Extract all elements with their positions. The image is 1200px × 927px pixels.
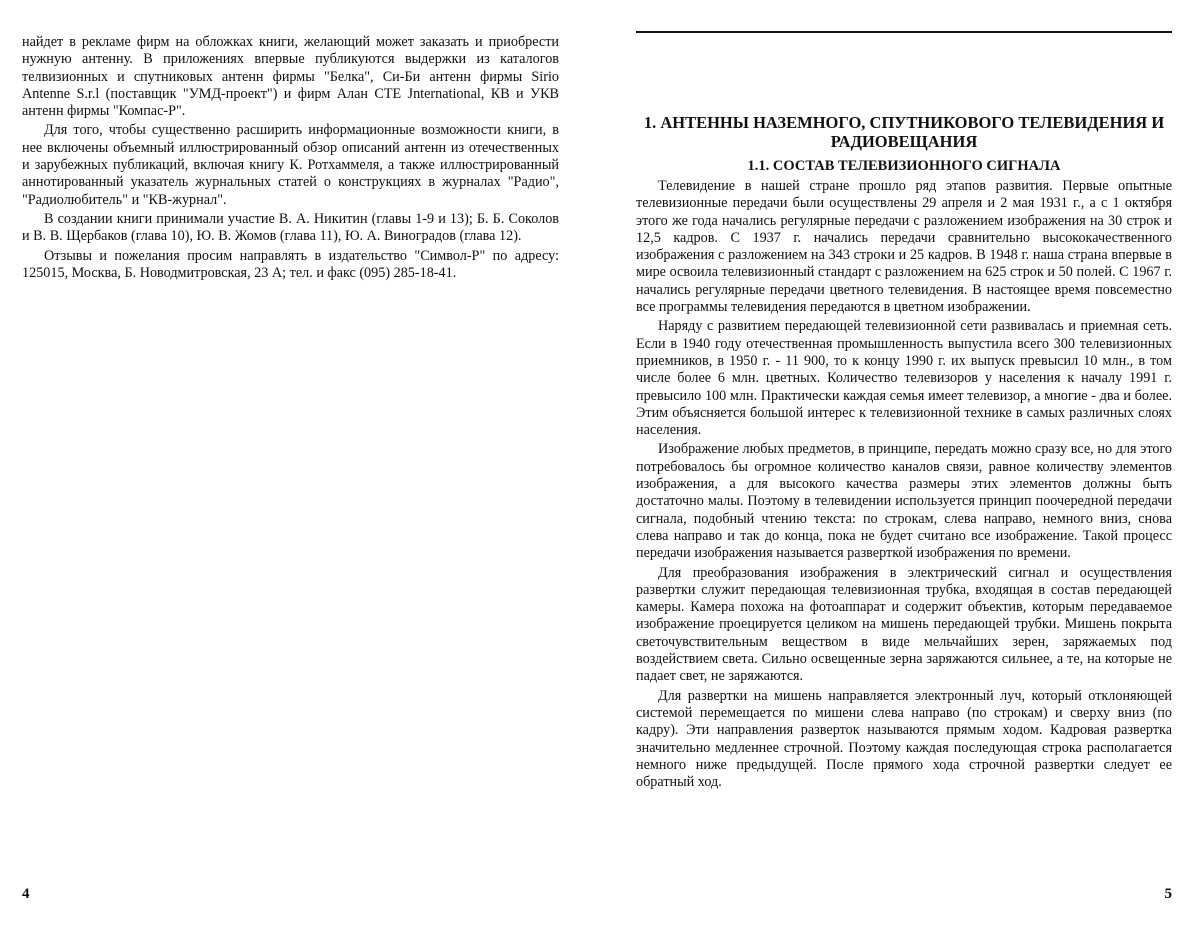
left-page-text xyxy=(22,34,559,284)
paragraph: В создании книги принимали участие В. А. Никитин (главы 1-9 и 13); Б. Б. Соколов и В. В. Щербаков (глава 10), Ю. В. Жомов (глава 11), Ю. А. Виноградов (глава 12). xyxy=(22,210,559,245)
paragraph: найдет в рекламе фирм на обложках книги, желающий может заказать и приобрести нужную антенну. В приложениях впервые публикуются выдержки из каталогов телвизионных и спутниковых антенн фирмы "Белка", Си-Би антенн фирмы Sirio Antenne S.r.l (поставщик "УМД-проект") и фирм Алан СТЕ Jnternational, КВ и УКВ антенн фирмы "Компас-Р". xyxy=(22,34,559,120)
right-page xyxy=(600,0,1200,927)
paragraph: Наряду с развитием передающей телевизионной сети развивалась и приемная сеть. Если в 1940 году отечественная промышленность выпустила всего 300 телевизионных приемников, в 1950 г. - 11 900, то к концу 1990 г. их выпуск превысил 10 млн., в том числе более 6 млн. цветных. Количество телевизоров у населения к началу 1991 г. превысило 100 млн. Практически каждая семья имеет телевизор, а многие - два и более. Этим объясняется большой интерес к телевизионной технике в самых различных слоях населения. xyxy=(636,318,1172,439)
right-page-text xyxy=(636,178,1172,793)
paragraph: Изображение любых предметов, в принципе, передать можно сразу все, но для этого потребовалось бы огромное количество каналов связи, равное количеству элементов изображения, а для высокого качества размеры этих элементов должны быть достаточно малы. Поэтому в телевидении используется принцип поочередной передачи сигнала, подобный чтению текста: по строкам, слева направо, немного вниз, снова слева направо и так до конца, пока не будет считано все изображение. Такой процесс передачи изображения называется разверткой изображения по времени. xyxy=(636,441,1172,562)
paragraph: Отзывы и пожелания просим направлять в издательство "Символ-Р" по адресу: 125015, Москва, Б. Новодмитровская, 23 А; тел. и факс (095) 285-18-41. xyxy=(22,247,559,281)
paragraph: Для того, чтобы существенно расширить информационные возможности книги, в нее включены объемный иллюстрированный обзор описаний антенн из отечественных и зарубежных публикаций, включая книгу К. Ротхаммеля, а также иллюстрированный аннотированный указатель журнальных статей о конструкциях в журналах "Радио", "Радиолюбитель" и "КВ-журнал". xyxy=(22,122,559,208)
paragraph: Для преобразования изображения в электрический сигнал и осуществления развертки служит передающая телевизионная трубка, входящая в состав передающей камеры. Камера похожа на фотоаппарат и содержит объектив, которым передаваемое изображение проецируется целиком на мишень передающей трубки. Мишень покрыта светочувствительным веществом в виде мельчайших зерен, заряжаемых под воздействием света. Сильно освещенные зерна заряжаются сильнее, а те, на которые не падает свет, не заряжаются. xyxy=(636,564,1172,685)
page-number: 5 xyxy=(1164,886,1172,902)
paragraph: Телевидение в нашей стране прошло ряд этапов развития. Первые опытные телевизионные передачи были осуществлены 29 апреля и 2 мая 1931 г., а с 1 октября этого же года начались регулярные передачи с разложением изображения на 30 строк и 12,5 кадров. С 1937 г. начались передачи сравнительно высококачественного изображения с разложением на 343 строки и 25 кадров. В 1948 г. наша страна впервые в мире освоила телевизионный стандарт с разложением на 625 строк и 50 полей. С 1967 г. начались регулярные передачи цветного телевидения. В настоящее время повсеместно все программы телевидения передаются в цветном изображении. xyxy=(636,178,1172,316)
paragraph: Для развертки на мишень направляется электронный луч, который отклоняющей системой перемещается по мишени слева направо (по строкам) и сверху вниз (по кадру). Эти направления разверток называются прямым ходом. Кадровая развертка значительно медленнее строчной. Поэтому каждая последующая строка располагается немного ниже предыдущей. После прямого хода строчной развертки следует ее обратный ход. xyxy=(636,687,1172,791)
page-number: 4 xyxy=(22,886,30,902)
header-rule xyxy=(636,31,1172,33)
chapter-title: 1. АНТЕННЫ НАЗЕМНОГО, СПУТНИКОВОГО ТЕЛЕВИДЕНИЯ И РАДИОВЕЩАНИЯ xyxy=(643,113,1165,151)
section-title: 1.1. СОСТАВ ТЕЛЕВИЗИОННОГО СИГНАЛА xyxy=(747,158,1061,174)
